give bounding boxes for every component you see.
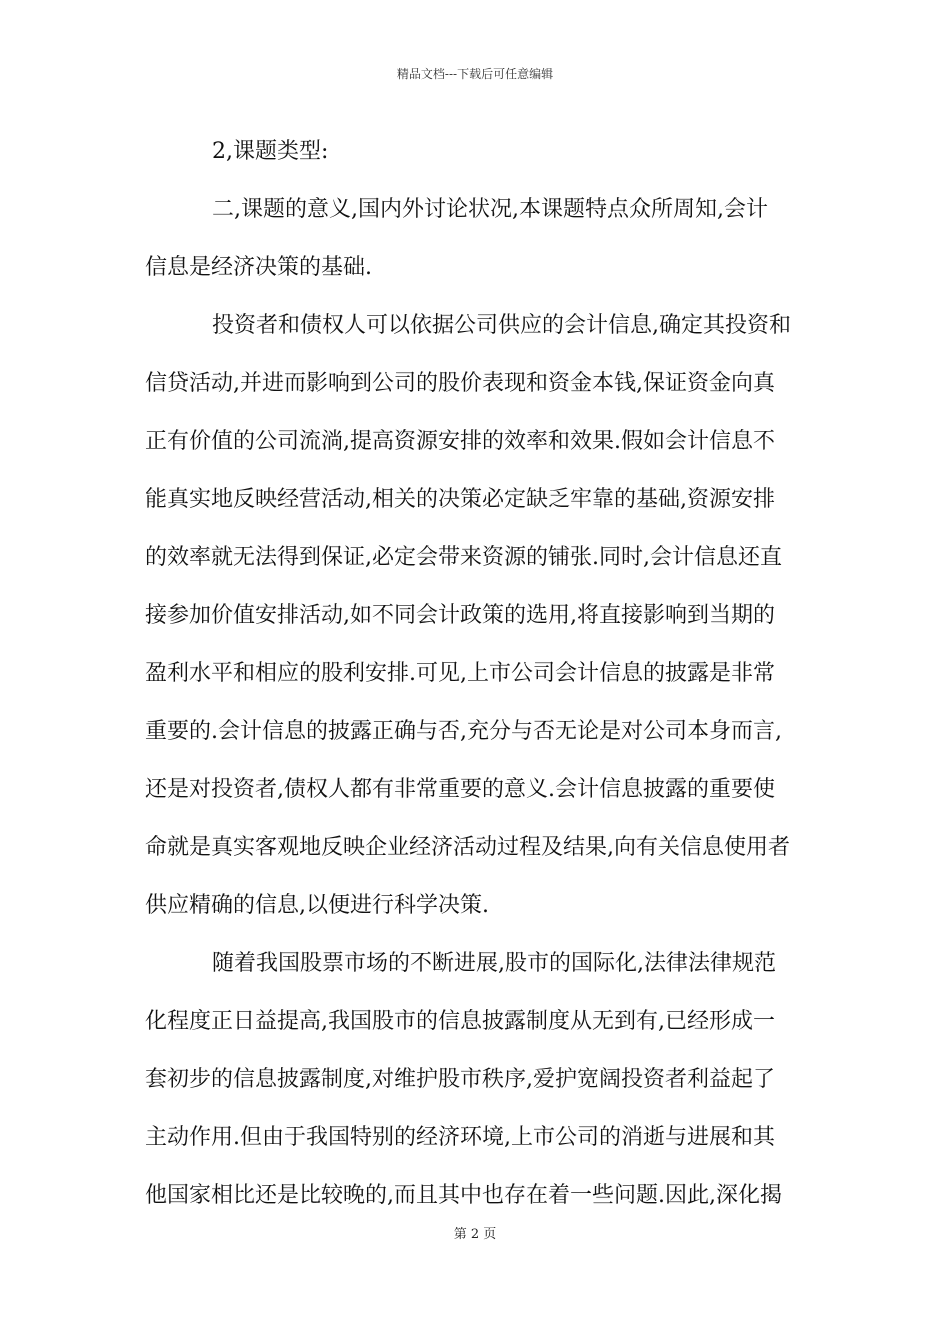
page-number: 第 2 页 (453, 1227, 497, 1242)
body-line: 二,课题的意义,国内外讨论状况,本课题特点众所周知,会计 (212, 197, 768, 222)
body-line: 投资者和债权人可以依据公司供应的会计信息,确定其投资和 (212, 313, 791, 338)
page-header: 精品文档---下载后可任意编辑 (396, 67, 554, 81)
body-line: 命就是真实客观地反映企业经济活动过程及结果,向有关信息使用者 (145, 835, 790, 860)
body-line: 盈利水平和相应的股利安排.可见,上市公司会计信息的披露是非常 (145, 661, 775, 686)
body-line: 还是对投资者,债权人都有非常重要的意义.会计信息披露的重要使 (145, 777, 775, 802)
body-line: 套初步的信息披露制度,对维护股市秩序,爱护宽阔投资者利益起了 (145, 1067, 775, 1092)
body-line: 重要的.会计信息的披露正确与否,充分与否无论是对公司本身而言, (145, 719, 782, 744)
body-line: 信息是经济决策的基础. (145, 255, 372, 280)
body-line: 供应精确的信息,以便进行科学决策. (145, 893, 489, 918)
body-line: 能真实地反映经营活动,相关的决策必定缺乏牢靠的基础,资源安排 (145, 487, 775, 512)
body-line: 主动作用.但由于我国特别的经济环境,上市公司的消逝与进展和其 (145, 1125, 775, 1150)
body-line: 2,课题类型: (212, 139, 329, 164)
body-line: 接参加价值安排活动,如不同会计政策的选用,将直接影响到当期的 (145, 603, 775, 628)
body-line: 的效率就无法得到保证,必定会带来资源的铺张.同时,会计信息还直 (145, 545, 782, 570)
body-line: 正有价值的公司流淌,提高资源安排的效率和效果.假如会计信息不 (145, 429, 775, 454)
body-line: 他国家相比还是比较晚的,而且其中也存在着一些问题.因此,深化揭 (145, 1183, 782, 1208)
body-line: 信贷活动,并进而影响到公司的股价表现和资金本钱,保证资金向真 (145, 371, 775, 396)
body-line: 随着我国股票市场的不断进展,股市的国际化,法律法律规范 (212, 951, 776, 976)
body-line: 化程度正日益提高,我国股市的信息披露制度从无到有,已经形成一 (145, 1009, 775, 1034)
